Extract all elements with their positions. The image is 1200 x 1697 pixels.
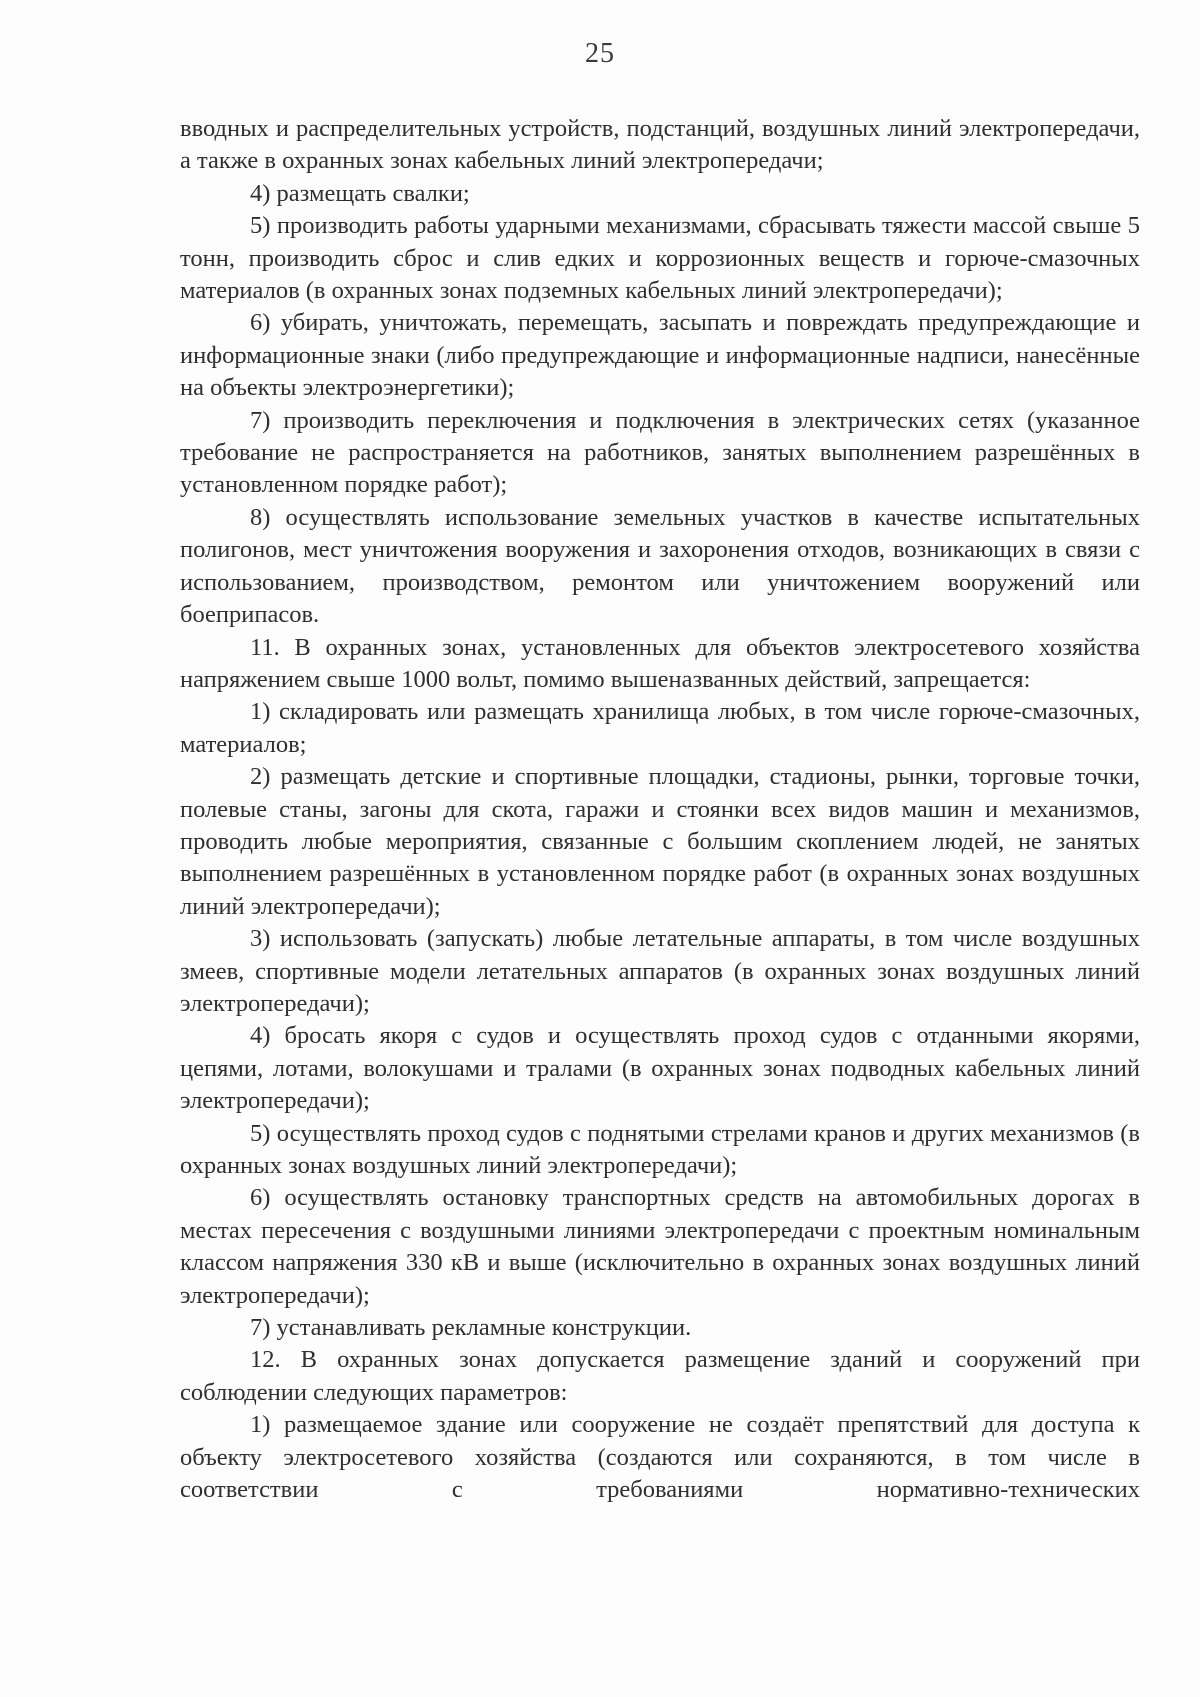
paragraph-continuation: вводных и распределительных устройств, подстанций, воздушных линий электропередачи, а также в охранных зонах кабельных линий электропередачи; (180, 115, 1140, 175)
clause-12-item-1: 1) размещаемое здание или сооружение не создаёт препятствий для доступа к объекту электросетевого хозяйства (создаются или сохраняются, в том числе в соответствии с требованиями нормативно-технических (180, 1411, 1140, 1504)
list-item-7-switching: 7) производить переключения и подключения в электрических сетях (указанное требование не распространяется на работников, занятых выполнением разрешённых в установленном порядке работ); (180, 406, 1140, 499)
clause-11-item-5: 5) осуществлять проход судов с поднятыми стрелами кранов и других механизмов (в охранных зонах воздушных линий электропередачи); (180, 1119, 1140, 1179)
list-item-4-dumps: 4) размещать свалки; (250, 179, 470, 207)
clause-11-item-6: 6) осуществлять остановку транспортных средств на автомобильных дорогах в местах пересечения с воздушными линиями электропередачи с проектным номинальным классом напряжения 330 кВ и выше (исключительно в охранных зонах воздушных линий электропередачи); (180, 1184, 1140, 1309)
clause-11-item-2: 2) размещать детские и спортивные площадки, стадионы, рынки, торговые точки, полевые станы, загоны для скота, гаражи и стоянки всех видов машин и механизмов, проводить любые мероприятия, связанные с большим скоплением людей, не занятых выполнением разрешённых в установленном порядке работ (в охранных зонах воздушных линий электропередачи); (180, 763, 1140, 920)
list-item-6-signs: 6) убирать, уничтожать, перемещать, засыпать и повреждать предупреждающие и информационные знаки (либо предупреждающие и информационные надписи, нанесённые на объекты электроэнергетики); (180, 309, 1140, 402)
document-body (180, 113, 1140, 1506)
clause-11-item-3: 3) использовать (запускать) любые летательные аппараты, в том числе воздушных змеев, спортивные модели летательных аппаратов (в охранных зонах воздушных линий электропередачи); (180, 925, 1140, 1017)
clause-11: 11. В охранных зонах, установленных для объектов электросетевого хозяйства напряжением свыше 1000 вольт, помимо вышеназванных действий, запрещается: (180, 633, 1140, 693)
page-number: 25 (585, 38, 615, 69)
clause-12: 12. В охранных зонах допускается размещение зданий и сооружений при соблюдении следующих параметров: (180, 1346, 1140, 1406)
list-item-5-impact-work: 5) производить работы ударными механизмами, сбрасывать тяжести массой свыше 5 тонн, производить сброс и слив едких и коррозионных веществ и горюче-смазочных материалов (в охранных зонах подземных кабельных линий электропередачи); (180, 212, 1140, 305)
clause-11-item-7: 7) устанавливать рекламные конструкции. (250, 1314, 692, 1342)
clause-11-item-1: 1) складировать или размещать хранилища любых, в том числе горюче-смазочных, материалов; (180, 698, 1140, 758)
list-item-8-land-use: 8) осуществлять использование земельных участков в качестве испытательных полигонов, мест уничтожения вооружения и захоронения отходов, возникающих в связи с использованием, производством, ремонтом или уничтожением вооружений или боеприпасов. (180, 503, 1140, 629)
clause-11-item-4: 4) бросать якоря с судов и осуществлять проход судов с отданными якорями, цепями, лотами, волокушами и тралами (в охранных зонах подводных кабельных линий электропередачи); (180, 1022, 1140, 1115)
